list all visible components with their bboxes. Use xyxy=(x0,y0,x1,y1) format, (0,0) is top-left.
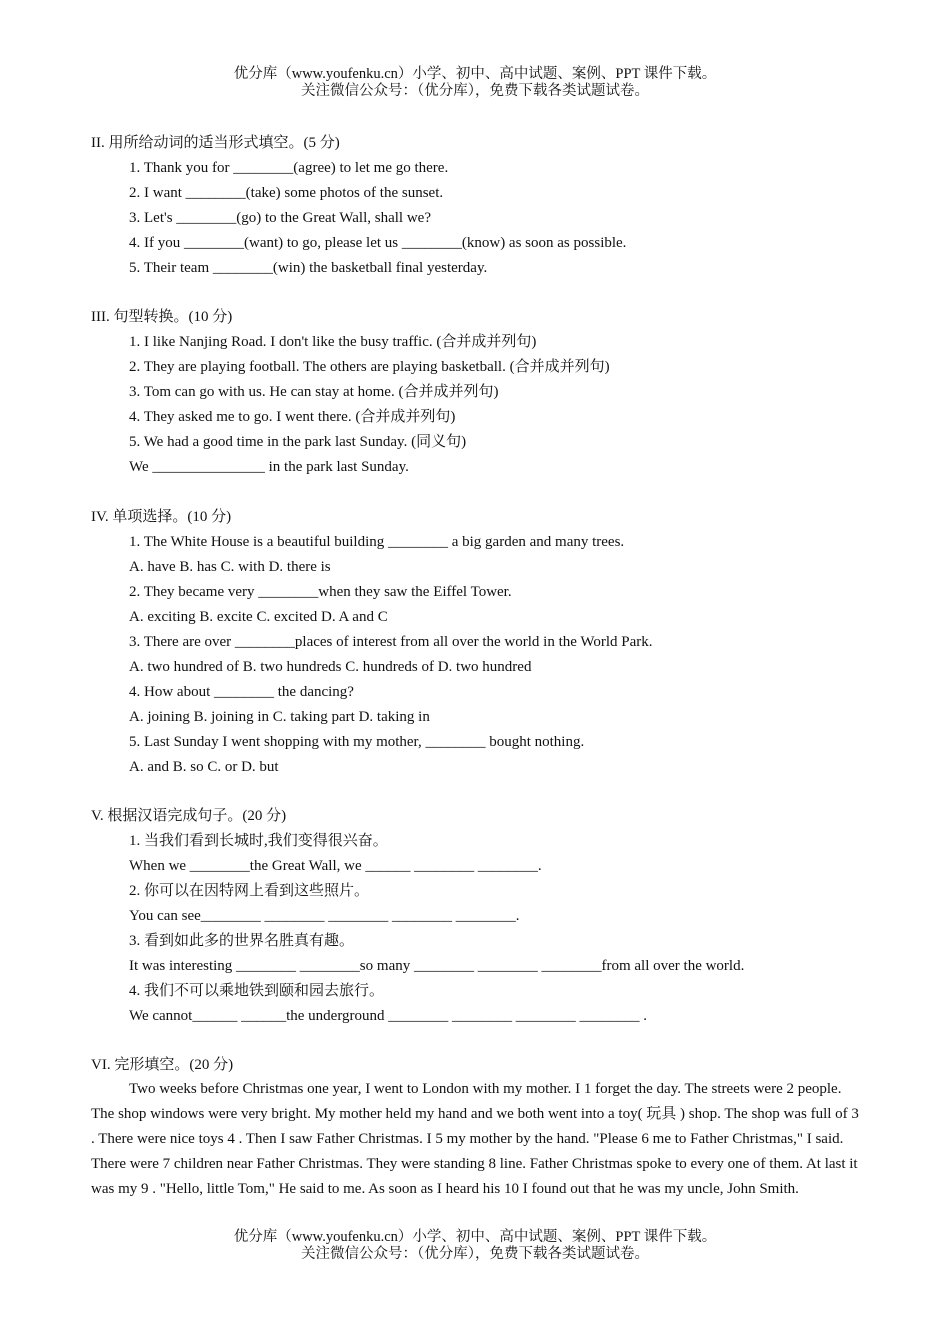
section-6-title: VI. 完形填空。(20 分) xyxy=(91,1057,234,1073)
section-4-options: A. exciting B. excite C. excited D. A and C xyxy=(129,609,388,625)
section-4-question: 4. How about ________ the dancing? xyxy=(129,684,354,700)
section-5-prompt: 2. 你可以在因特网上看到这些照片。 xyxy=(129,883,370,899)
section-5-title: V. 根据汉语完成句子。(20 分) xyxy=(91,808,287,824)
section-2-item: 3. Let's ________(go) to the Great Wall, shall we? xyxy=(129,210,431,226)
section-3-item: We _______________ in the park last Sunday. xyxy=(129,459,409,475)
header-line-1: 优分库（www.youfenku.cn）小学、初中、高中试题、案例、PPT 课件下载。 xyxy=(233,66,717,82)
section-5-answer-line: When we ________the Great Wall, we ______ ________ ________. xyxy=(129,858,542,874)
section-5-prompt: 3. 看到如此多的世界名胜真有趣。 xyxy=(129,933,355,949)
cloze-passage xyxy=(91,1077,863,1202)
section-4-options: A. joining B. joining in C. taking part D. taking in xyxy=(129,709,430,725)
section-3-item: 2. They are playing football. The others are playing basketball. (合并成并列句) xyxy=(129,359,610,375)
cloze-passage-text: Two weeks before Christmas one year, I went to London with my mother. I 1 forget the day. The streets were 2 people. The shop windows were very bright. My mother held my hand and we both went into a toy( 玩具 ) shop. The shop was full of 3 . There were nice toys 4 . Then I saw Father Christmas. I 5 my mother by the hand. "Please 6 me to Father Christmas," I said. There were 7 children near Father Christmas. They were standing 8 line. Father Christmas spoke to every one of them. At last it was my 9 . "Hello, little Tom," He said to me. As soon as I heard his 10 I found out that he was my uncle, John Smith. xyxy=(91,1081,859,1197)
section-2-item: 2. I want ________(take) some photos of the sunset. xyxy=(129,185,444,201)
section-4-title: IV. 单项选择。(10 分) xyxy=(91,509,232,525)
section-4-question: 1. The White House is a beautiful building ________ a big garden and many trees. xyxy=(129,534,625,550)
section-4-options: A. and B. so C. or D. but xyxy=(129,759,279,775)
section-5-prompt: 4. 我们不可以乘地铁到颐和园去旅行。 xyxy=(129,983,385,999)
section-4-question: 3. There are over ________places of interest from all over the world in the World Park. xyxy=(129,634,653,650)
section-4-options: A. have B. has C. with D. there is xyxy=(129,559,331,575)
header-line-2: 关注微信公众号：（优分库），免费下载各类试题试卷。 xyxy=(301,83,649,99)
section-5-prompt: 1. 当我们看到长城时,我们变得很兴奋。 xyxy=(129,833,388,849)
section-4-options: A. two hundred of B. two hundreds C. hundreds of D. two hundred xyxy=(129,659,532,675)
page-header xyxy=(0,66,950,100)
section-2-item: 1. Thank you for ________(agree) to let me go there. xyxy=(129,160,449,176)
footer-line-2: 关注微信公众号：（优分库），免费下载各类试题试卷。 xyxy=(301,1246,649,1262)
section-3-title: III. 句型转换。(10 分) xyxy=(91,309,233,325)
section-2-item: 4. If you ________(want) to go, please let us ________(know) as soon as possible. xyxy=(129,235,627,251)
section-5-answer-line: It was interesting ________ ________so many ________ ________ ________from all over the world. xyxy=(129,958,745,974)
section-3-item: 5. We had a good time in the park last Sunday. (同义句) xyxy=(129,434,467,450)
section-3-item: 3. Tom can go with us. He can stay at home. (合并成并列句) xyxy=(129,384,499,400)
section-5-answer-line: We cannot______ ______the underground ________ ________ ________ ________ . xyxy=(129,1008,648,1024)
section-2-item: 5. Their team ________(win) the basketball final yesterday. xyxy=(129,260,488,276)
section-2-title: II. 用所给动词的适当形式填空。(5 分) xyxy=(91,135,340,151)
page-footer xyxy=(0,1229,950,1263)
footer-line-1: 优分库（www.youfenku.cn）小学、初中、高中试题、案例、PPT 课件下载。 xyxy=(233,1229,717,1245)
section-3-item: 1. I like Nanjing Road. I don't like the busy traffic. (合并成并列句) xyxy=(129,334,537,350)
section-5-answer-line: You can see________ ________ ________ ________ ________. xyxy=(129,908,520,924)
section-3-item: 4. They asked me to go. I went there. (合并成并列句) xyxy=(129,409,456,425)
section-4-question: 2. They became very ________when they saw the Eiffel Tower. xyxy=(129,584,512,600)
section-4-question: 5. Last Sunday I went shopping with my mother, ________ bought nothing. xyxy=(129,734,585,750)
